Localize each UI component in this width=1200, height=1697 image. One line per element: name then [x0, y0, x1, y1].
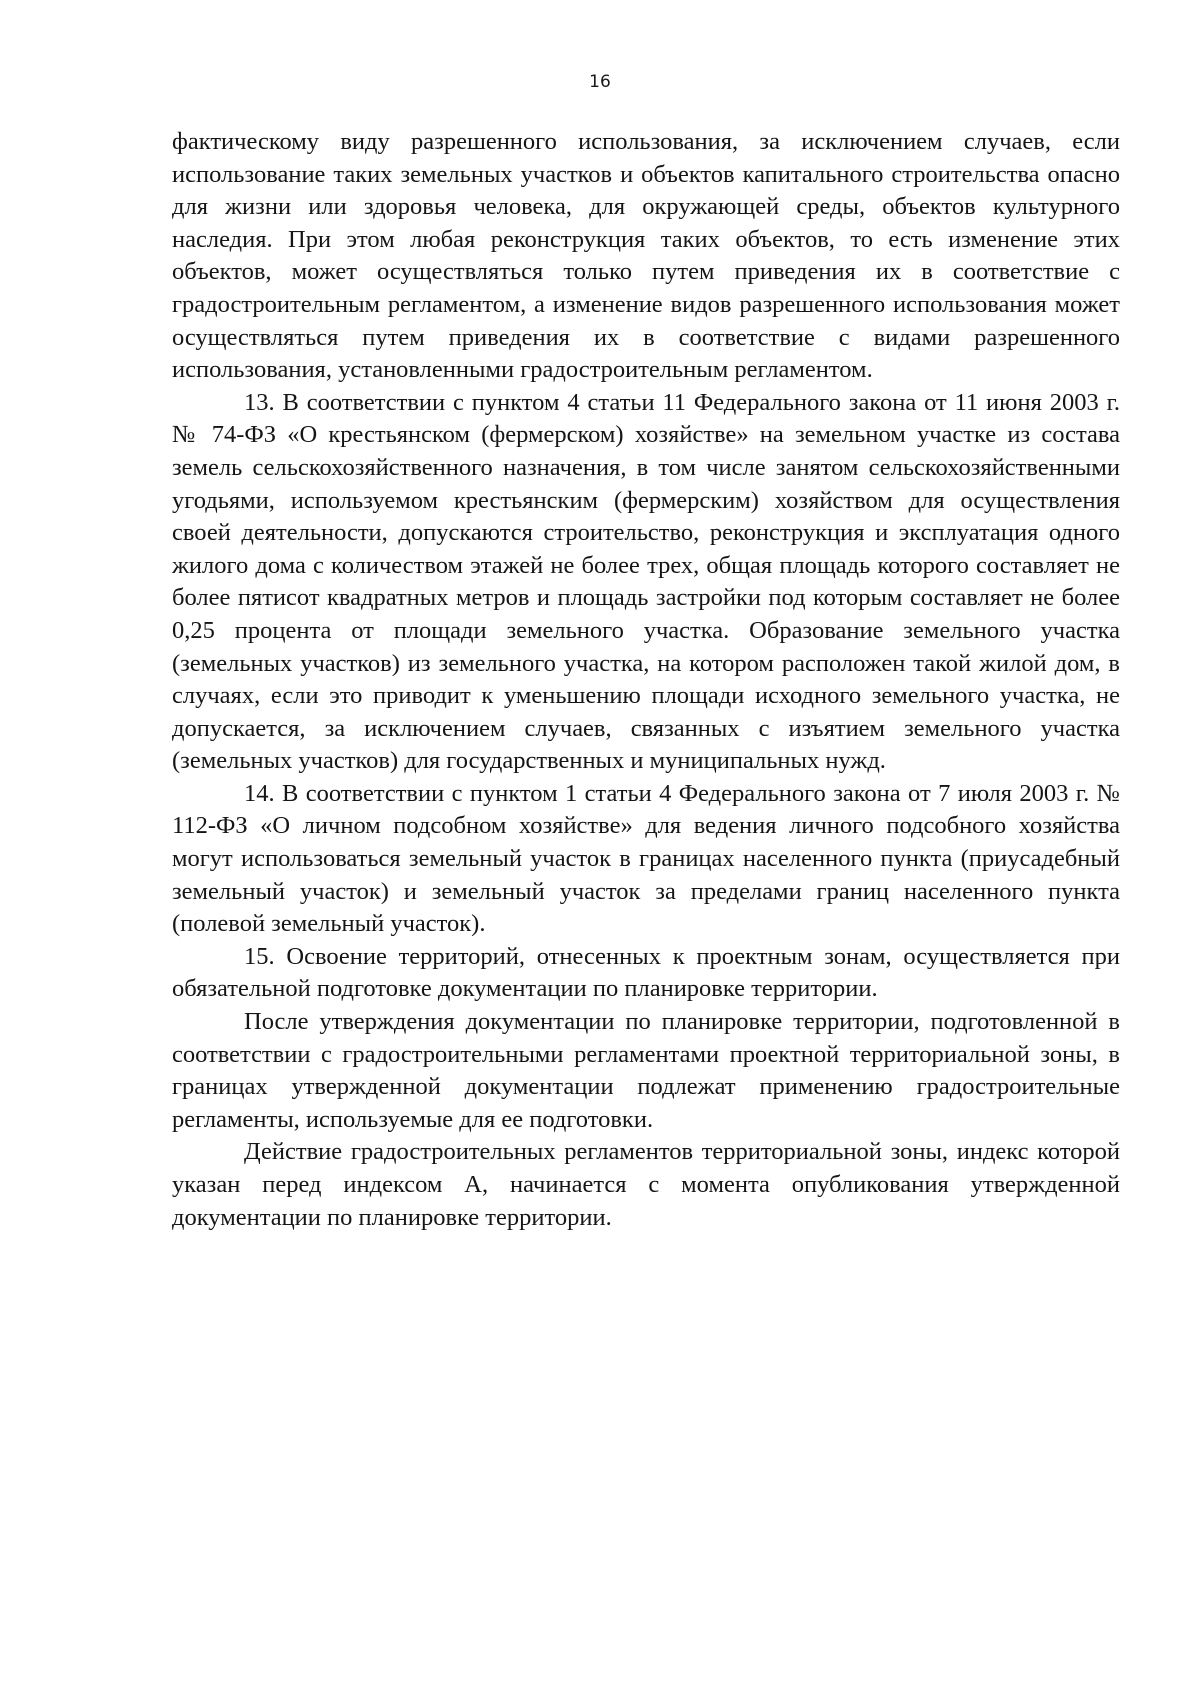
paragraph-item-14: 14. В соответствии с пунктом 1 статьи 4 Федерального закона от 7 июля 2003 г. № 112-ФЗ «О личном подсобном хозяйстве» для ведения личного подсобного хозяйства могут использоваться земельный участок в границах населенного пункта (приусадебный земельный участок) и земельный участок за пределами границ населенного пункта (полевой земельный участок). — [172, 779, 1120, 938]
paragraph-item-15: 15. Освоение территорий, отнесенных к проектным зонам, осуществляется при обязательной подготовке документации по планировке территории. — [172, 942, 1120, 1003]
document-body — [172, 126, 1120, 1234]
paragraph-regulations-effect: Действие градостроительных регламентов территориальной зоны, индекс которой указан перед индексом А, начинается с момента опубликования утвержденной документации по планировке территории. — [172, 1138, 1120, 1231]
page-number: 16 — [589, 72, 611, 92]
paragraph-item-13: 13. В соответствии с пунктом 4 статьи 11 Федерального закона от 11 июня 2003 г. № 74-ФЗ «О крестьянском (фермерском) хозяйстве» на земельном участке из состава земель сельскохозяйственного назначения, в том числе занятом сельскохозяйственными угодьями, используемом крестьянским (фермерским) хозяйством для осуществления своей деятельности, допускаются строительство, реконструкция и эксплуатация одного жилого дома с количеством этажей не более трех, общая площадь которого составляет не более пятисот квадратных метров и площадь застройки под которым составляет не более 0,25 процента от площади земельного участка. Образование земельного участка (земельных участков) из земельного участка, на котором расположен такой жилой дом, в случаях, если это приводит к уменьшению площади исходного земельного участка, не допускается, за исключением случаев, связанных с изъятием земельного участка (земельных участков) для государственных и муниципальных нужд. — [172, 388, 1120, 775]
paragraph-after-approval: После утверждения документации по планировке территории, подготовленной в соответствии с градостроительными регламентами проектной территориальной зоны, в границах утвержденной документации подлежат применению градостроительные регламенты, используемые для ее подготовки. — [172, 1008, 1120, 1133]
paragraph-continuation: фактическому виду разрешенного использования, за исключением случаев, если использование таких земельных участков и объектов капитального строительства опасно для жизни или здоровья человека, для окружающей среды, объектов культурного наследия. При этом любая реконструкция таких объектов, то есть изменение этих объектов, может осуществляться только путем приведения их в соответствие с градостроительным регламентом, а изменение видов разрешенного использования может осуществляться путем приведения их в соответствие с видами разрешенного использования, установленными градостроительным регламентом. — [172, 128, 1120, 384]
